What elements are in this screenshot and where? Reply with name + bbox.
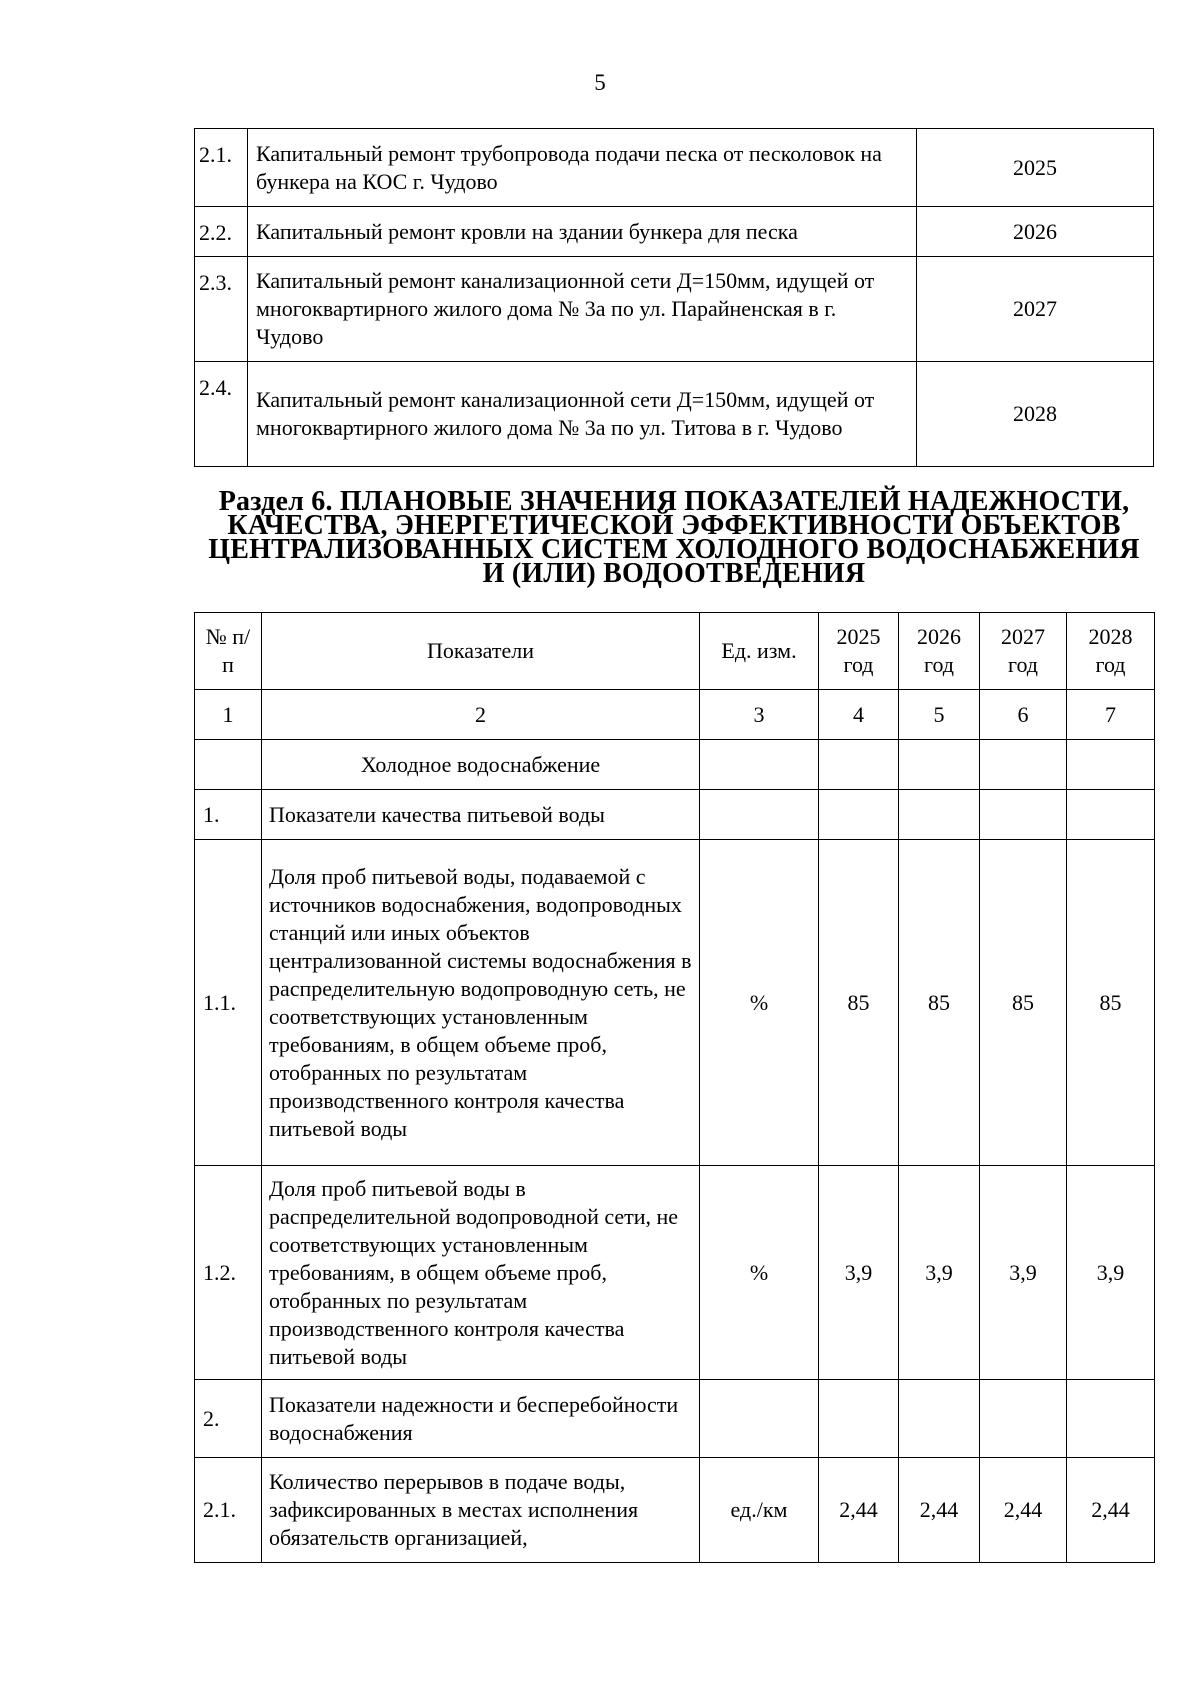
value-2028: 85 [1067,840,1155,1166]
column-number: 2 [262,690,700,740]
value-2027: 3,9 [980,1166,1067,1380]
work-name: Капитальный ремонт канализационной сети Д=150мм, идущей от многоквартирного жилого дома № 3а по ул. Титова в г. Чудово [248,362,917,467]
work-year: 2028 [917,362,1154,467]
section-title-line: ЦЕНТРАЛИЗОВАННЫХ СИСТЕМ ХОЛОДНОГО ВОДОСНАБЖЕНИЯ [208,534,1140,565]
value-2027: 2,44 [980,1458,1067,1563]
work-year: 2026 [917,207,1154,257]
unit-cell [700,1380,819,1458]
page-number: 5 [594,70,606,95]
row-number: 2.3. [195,257,248,362]
row-number: 2.1. [195,1458,262,1563]
empty-cell [980,740,1067,790]
value-2027 [980,1380,1067,1458]
column-number-row [195,690,1155,740]
section-title-line: И (ИЛИ) ВОДООТВЕДЕНИЯ [482,558,866,589]
value-2026 [899,790,980,840]
value-2026: 3,9 [899,1166,980,1380]
indicator-name: Показатели надежности и бесперебойности водоснабжения [262,1380,700,1458]
section-label: Холодное водоснабжение [262,740,700,790]
header-year-2026: 2026 год [899,613,980,690]
header-unit: Ед. изм. [700,613,819,690]
table-row [195,257,1154,362]
header-year-2025: 2025 год [819,613,899,690]
header-year-2028: 2028 год [1067,613,1155,690]
value-2028 [1067,790,1155,840]
table-row [195,1458,1155,1563]
empty-cell [819,740,899,790]
value-2026: 85 [899,840,980,1166]
table-row [195,1380,1155,1458]
value-2027: 85 [980,840,1067,1166]
work-year: 2027 [917,257,1154,362]
value-2028 [1067,1380,1155,1458]
value-2027 [980,790,1067,840]
work-year: 2025 [917,129,1154,207]
table-row [195,790,1155,840]
column-number: 6 [980,690,1067,740]
unit-cell: % [700,840,819,1166]
row-number: 1. [195,790,262,840]
row-number: 2.1. [195,129,248,207]
section-title [194,486,1154,589]
unit-cell: ед./км [700,1458,819,1563]
work-name: Капитальный ремонт канализационной сети Д=150мм, идущей от многоквартирного жилого дома № 3а по ул. Парайненская в г. Чудово [248,257,917,362]
unit-cell: % [700,1166,819,1380]
column-number: 5 [899,690,980,740]
value-2025 [819,790,899,840]
table-row [195,362,1154,467]
work-name: Капитальный ремонт трубопровода подачи песка от песколовок на бункера на КОС г. Чудово [248,129,917,207]
column-number: 3 [700,690,819,740]
section-label-row [195,740,1155,790]
empty-cell [700,740,819,790]
value-2025: 3,9 [819,1166,899,1380]
value-2028: 2,44 [1067,1458,1155,1563]
value-2028: 3,9 [1067,1166,1155,1380]
column-number: 7 [1067,690,1155,740]
table-row [195,1166,1155,1380]
work-name: Капитальный ремонт кровли на здании бункера для песка [248,207,917,257]
header-row [195,613,1155,690]
value-2025: 85 [819,840,899,1166]
header-year-2027: 2027 год [980,613,1067,690]
indicator-name: Доля проб питьевой воды в распределительной водопроводной сети, не соответствующих установленным требованиям, в общем объеме проб, отобранных по результатам производственного контроля качества питьевой воды [262,1166,700,1380]
row-number: 2.2. [195,207,248,257]
unit-cell [700,790,819,840]
value-2026: 2,44 [899,1458,980,1563]
header-num: № п/п [195,613,262,690]
value-2026 [899,1380,980,1458]
indicator-name: Количество перерывов в подаче воды, зафиксированных в местах исполнения обязательств организацией, [262,1458,700,1563]
empty-cell [195,740,262,790]
indicators-table [194,612,1155,1563]
empty-cell [899,740,980,790]
row-number: 2.4. [195,362,248,467]
value-2025 [819,1380,899,1458]
works-table [194,128,1154,467]
empty-cell [1067,740,1155,790]
table-row [195,207,1154,257]
row-number: 1.1. [195,840,262,1166]
section-title-line: Раздел 6. ПЛАНОВЫЕ ЗНАЧЕНИЯ ПОКАЗАТЕЛЕЙ НАДЕЖНОСТИ, [218,486,1130,517]
row-number: 1.2. [195,1166,262,1380]
indicator-name: Доля проб питьевой воды, подаваемой с источников водоснабжения, водопроводных станций или иных объектов централизованной системы водоснабжения в распределительную водопроводную сеть, не соответствующих установленным требованиям, в общем объеме проб, отобранных по результатам производственного контроля качества питьевой воды [262,840,700,1166]
header-indicator: Показатели [262,613,700,690]
indicator-name: Показатели качества питьевой воды [262,790,700,840]
value-2025: 2,44 [819,1458,899,1563]
table-row [195,840,1155,1166]
row-number: 2. [195,1380,262,1458]
section-title-line: КАЧЕСТВА, ЭНЕРГЕТИЧЕСКОЙ ЭФФЕКТИВНОСТИ ОБЪЕКТОВ [227,510,1121,541]
column-number: 1 [195,690,262,740]
table-row [195,129,1154,207]
column-number: 4 [819,690,899,740]
